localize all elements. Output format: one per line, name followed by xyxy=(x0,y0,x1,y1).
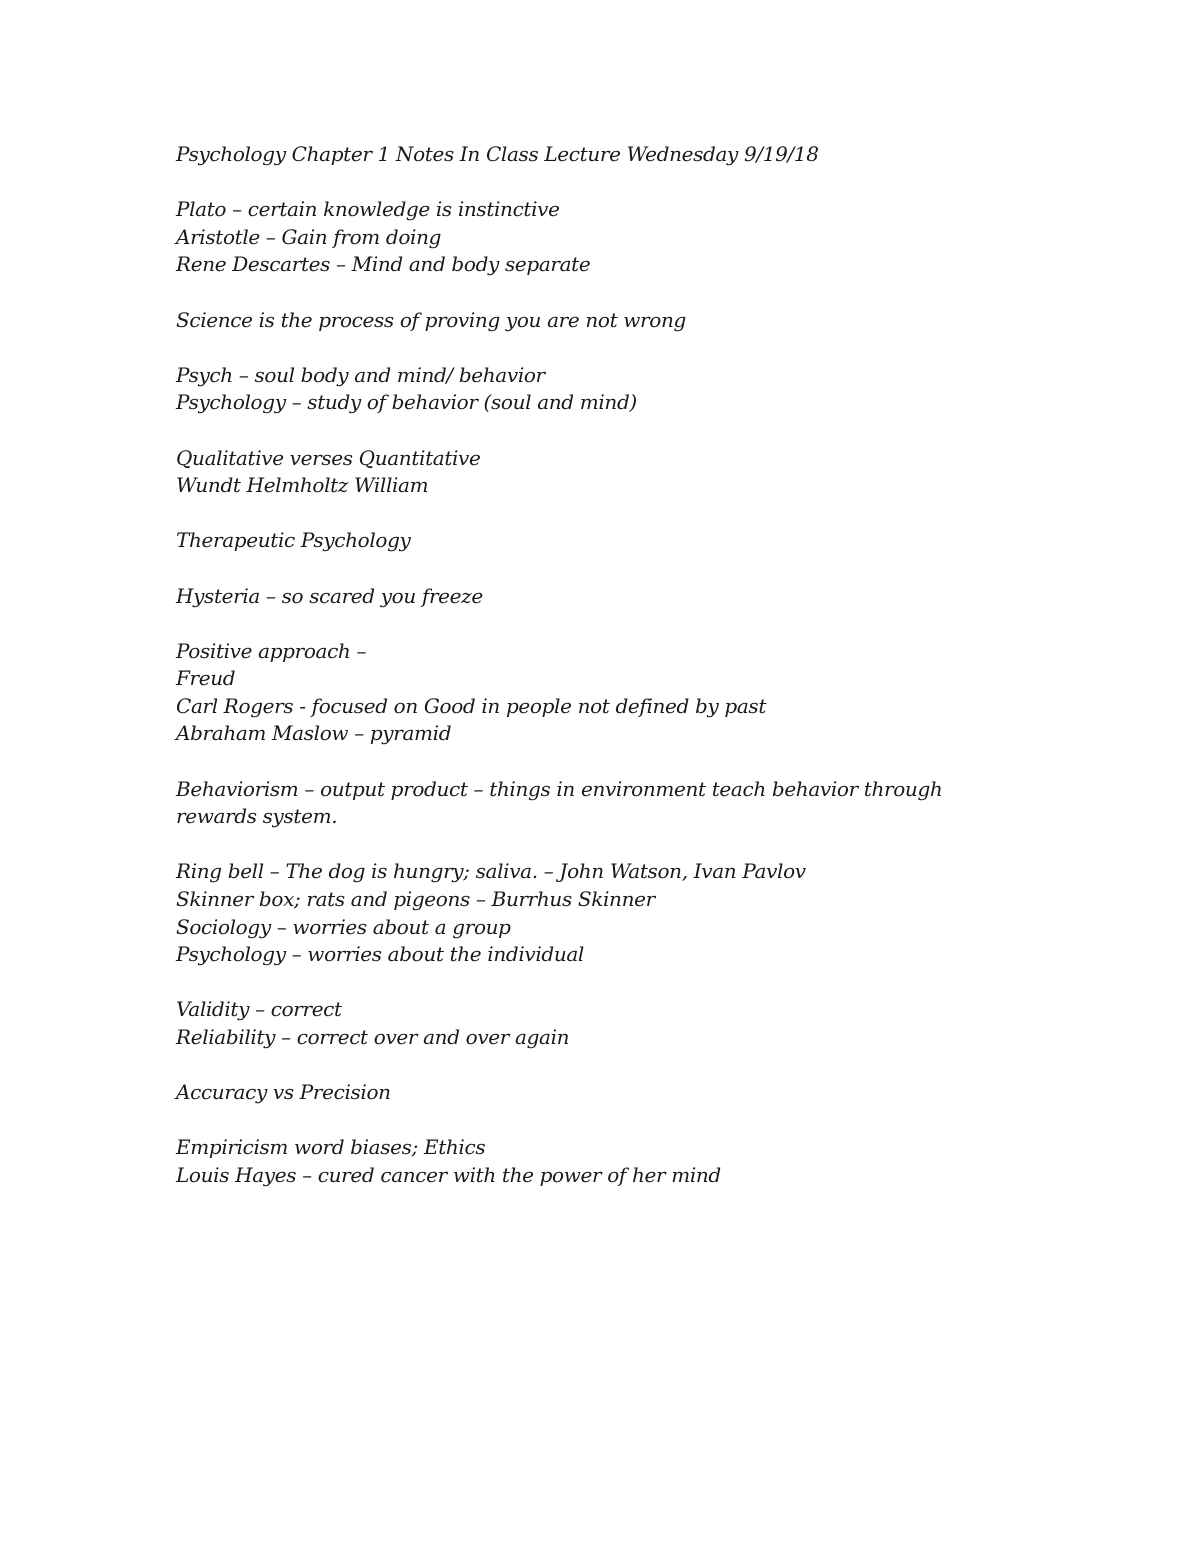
document-title: Psychology Chapter 1 Notes In Class Lecture Wednesday 9/19/18 xyxy=(176,142,819,166)
note-line: Psychology – worries about the individual xyxy=(176,942,584,967)
document-title-block xyxy=(176,141,966,169)
note-line: Reliability – correct over and over again xyxy=(176,1025,570,1049)
note-line: Plato – certain knowledge is instinctive xyxy=(176,197,560,222)
notes-paragraph xyxy=(176,996,966,1051)
note-line: Abraham Maslow – pyramid xyxy=(176,721,452,746)
note-line: Skinner box; rats and pigeons – Burrhus Skinner xyxy=(176,887,655,912)
note-line: Positive approach – xyxy=(176,638,367,663)
note-line: Empiricism word biases; Ethics xyxy=(176,1135,486,1160)
note-line: Psychology – study of behavior (soul and mind) xyxy=(176,390,637,415)
note-line: Qualitative verses Quantitative xyxy=(176,445,481,470)
notes-paragraphs xyxy=(176,196,966,1189)
document-body xyxy=(176,141,966,1217)
notes-paragraph xyxy=(176,445,966,500)
note-line: Carl Rogers - focused on Good in people not defined by past xyxy=(176,693,767,718)
note-line: Wundt Helmholtz William xyxy=(176,473,429,498)
note-line: Validity – correct xyxy=(176,997,342,1022)
notes-paragraph xyxy=(176,196,966,279)
note-line: Freud xyxy=(176,666,236,691)
note-line: rewards system. xyxy=(176,804,338,829)
note-line: Ring bell – The dog is hungry; saliva. – John Watson, Ivan Pavlov xyxy=(176,859,806,884)
note-line: Louis Hayes – cured cancer with the power of her mind xyxy=(176,1162,721,1187)
notes-paragraph xyxy=(176,527,966,555)
note-line: Rene Descartes – Mind and body separate xyxy=(176,252,591,277)
notes-paragraph xyxy=(176,583,966,611)
note-line: Sociology – worries about a group xyxy=(176,914,511,939)
note-line: Accuracy vs Precision xyxy=(176,1080,391,1105)
note-line: Science is the process of proving you are not wrong xyxy=(176,307,686,332)
notes-paragraph xyxy=(176,858,966,968)
notes-paragraph xyxy=(176,1079,966,1107)
notes-paragraph xyxy=(176,1134,966,1189)
note-line: Aristotle – Gain from doing xyxy=(176,224,442,249)
note-line: Therapeutic Psychology xyxy=(176,528,411,553)
note-line: Psych – soul body and mind/ behavior xyxy=(176,362,545,387)
notes-paragraph xyxy=(176,307,966,335)
notes-paragraph xyxy=(176,776,966,831)
notes-paragraph xyxy=(176,638,966,748)
note-line: Hysteria – so scared you freeze xyxy=(176,583,483,608)
note-line: Behaviorism – output product – things in environment teach behavior through xyxy=(176,776,943,801)
notes-paragraph xyxy=(176,362,966,417)
